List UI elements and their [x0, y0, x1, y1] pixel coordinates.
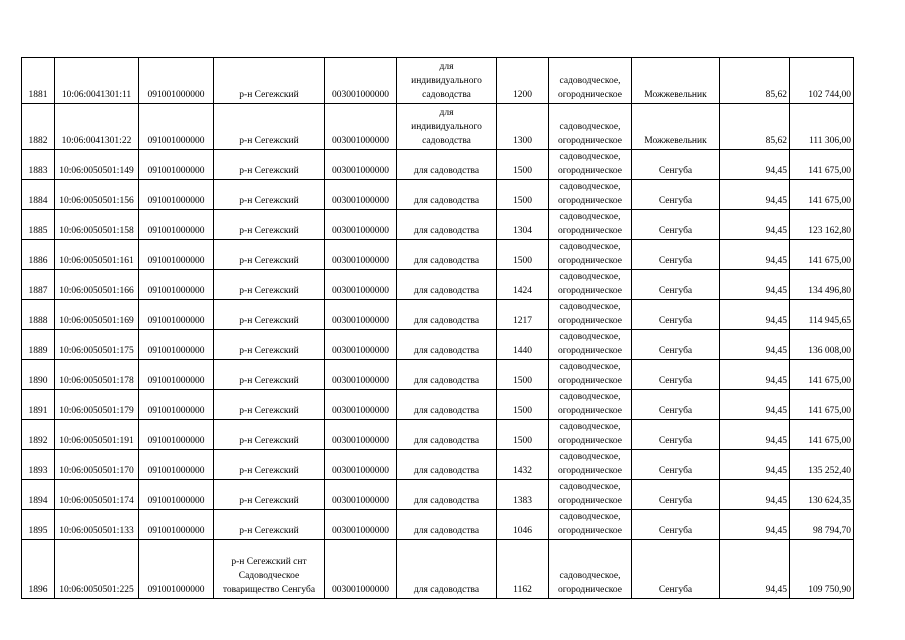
cell-category-line: садоводческое, — [559, 332, 621, 342]
cell-category-line: огородническое — [557, 526, 623, 536]
cell-cadastral-number: 10:06:0050501:133 — [55, 510, 139, 540]
cell-row-number: 1896 — [22, 540, 55, 599]
cell-category — [549, 330, 632, 360]
cell-cadastral-number: 10:06:0050501:175 — [55, 330, 139, 360]
cell-category-line: огородническое — [557, 136, 623, 146]
cell-cadastral-value: 141 675,00 — [790, 420, 854, 450]
cell-code-2: 003001000000 — [325, 58, 397, 104]
cell-district-line: товарищество Сенгуба — [222, 585, 316, 595]
cell-code-1: 091001000000 — [139, 240, 214, 270]
cell-cadastral-value: 130 624,35 — [790, 480, 854, 510]
cell-rate: 94,45 — [720, 300, 790, 330]
cell-district — [214, 210, 325, 240]
cell-cadastral-value: 141 675,00 — [790, 360, 854, 390]
cell-district-line: р-н Сегежский — [239, 466, 299, 476]
cell-code-1: 091001000000 — [139, 360, 214, 390]
cell-row-number: 1886 — [22, 240, 55, 270]
cell-cadastral-number: 10:06:0050501:174 — [55, 480, 139, 510]
cell-district-line: Садоводческое — [238, 571, 300, 581]
cell-code-1: 091001000000 — [139, 58, 214, 104]
table-row — [22, 480, 854, 510]
cell-code-2: 003001000000 — [325, 480, 397, 510]
cell-purpose-line: индивидуального — [411, 122, 482, 132]
table-row — [22, 330, 854, 360]
table-row — [22, 150, 854, 180]
cell-rate: 94,45 — [720, 390, 790, 420]
cell-category — [549, 510, 632, 540]
cell-place: Можжевельник — [632, 58, 720, 104]
cell-code-2: 003001000000 — [325, 240, 397, 270]
cell-category — [549, 210, 632, 240]
table-body — [22, 58, 854, 599]
cell-rate: 94,45 — [720, 330, 790, 360]
cell-category — [549, 58, 632, 104]
cell-category — [549, 240, 632, 270]
cell-code-1: 091001000000 — [139, 210, 214, 240]
cell-district-line: р-н Сегежский — [239, 406, 299, 416]
cell-code-2: 003001000000 — [325, 450, 397, 480]
cell-district — [214, 480, 325, 510]
cell-purpose-line: для садоводства — [413, 466, 480, 476]
cell-district — [214, 420, 325, 450]
cell-area: 1500 — [497, 420, 549, 450]
cell-rate: 94,45 — [720, 450, 790, 480]
cell-district — [214, 58, 325, 104]
cell-district-line: р-н Сегежский — [239, 496, 299, 506]
cell-code-1: 091001000000 — [139, 540, 214, 599]
cell-district-line: р-н Сегежский — [239, 90, 299, 100]
cell-cadastral-value: 123 162,80 — [790, 210, 854, 240]
cell-cadastral-value: 102 744,00 — [790, 58, 854, 104]
cell-cadastral-value: 141 675,00 — [790, 390, 854, 420]
table-row — [22, 300, 854, 330]
cell-purpose — [397, 210, 497, 240]
cell-purpose-line: для садоводства — [413, 526, 480, 536]
cell-cadastral-value: 109 750,90 — [790, 540, 854, 599]
cell-category-line: огородническое — [557, 226, 623, 236]
cell-place: Сенгуба — [632, 180, 720, 210]
cell-purpose — [397, 450, 497, 480]
cell-purpose-line: для садоводства — [413, 226, 480, 236]
cell-category-line: садоводческое, — [559, 512, 621, 522]
cell-district — [214, 104, 325, 150]
cell-category — [549, 390, 632, 420]
cell-cadastral-value: 98 794,70 — [790, 510, 854, 540]
cell-area: 1500 — [497, 390, 549, 420]
cell-cadastral-number: 10:06:0050501:149 — [55, 150, 139, 180]
cell-area: 1383 — [497, 480, 549, 510]
cell-district — [214, 450, 325, 480]
cell-row-number: 1889 — [22, 330, 55, 360]
cell-district — [214, 540, 325, 599]
cell-row-number: 1891 — [22, 390, 55, 420]
cell-category-line: огородническое — [557, 436, 623, 446]
cell-code-1: 091001000000 — [139, 330, 214, 360]
cell-category-line: садоводческое, — [559, 122, 621, 132]
cell-rate: 94,45 — [720, 510, 790, 540]
cell-row-number: 1887 — [22, 270, 55, 300]
cell-rate: 94,45 — [720, 150, 790, 180]
cell-purpose — [397, 360, 497, 390]
cell-code-2: 003001000000 — [325, 180, 397, 210]
cell-category — [549, 150, 632, 180]
cell-cadastral-number: 10:06:0050501:169 — [55, 300, 139, 330]
cell-category — [549, 180, 632, 210]
cell-cadastral-number: 10:06:0050501:161 — [55, 240, 139, 270]
table-row — [22, 450, 854, 480]
cell-area: 1424 — [497, 270, 549, 300]
cell-area: 1162 — [497, 540, 549, 599]
cell-district — [214, 270, 325, 300]
cell-cadastral-number: 10:06:0050501:178 — [55, 360, 139, 390]
cell-district-line: р-н Сегежский — [239, 376, 299, 386]
cell-code-1: 091001000000 — [139, 180, 214, 210]
cell-purpose-line: для садоводства — [413, 406, 480, 416]
cell-category-line: садоводческое, — [559, 452, 621, 462]
cell-row-number: 1881 — [22, 58, 55, 104]
cell-row-number: 1894 — [22, 480, 55, 510]
cell-district-line: р-н Сегежский — [239, 436, 299, 446]
cell-category — [549, 480, 632, 510]
cell-area: 1217 — [497, 300, 549, 330]
cell-code-2: 003001000000 — [325, 420, 397, 450]
cell-category-line: садоводческое, — [559, 571, 621, 581]
cell-category — [549, 270, 632, 300]
cell-place: Сенгуба — [632, 150, 720, 180]
cell-category-line: садоводческое, — [559, 272, 621, 282]
cell-cadastral-number: 10:06:0050501:179 — [55, 390, 139, 420]
cell-category — [549, 420, 632, 450]
cell-place: Сенгуба — [632, 480, 720, 510]
cell-purpose-line: садоводства — [422, 136, 471, 146]
cell-code-2: 003001000000 — [325, 540, 397, 599]
table-row — [22, 58, 854, 104]
table-row — [22, 180, 854, 210]
cell-district-line: р-н Сегежский — [239, 316, 299, 326]
cell-cadastral-number: 10:06:0050501:191 — [55, 420, 139, 450]
cell-district-line: р-н Сегежский — [239, 226, 299, 236]
cell-code-1: 091001000000 — [139, 270, 214, 300]
cell-rate: 85,62 — [720, 58, 790, 104]
cell-place: Сенгуба — [632, 330, 720, 360]
cell-cadastral-value: 136 008,00 — [790, 330, 854, 360]
cell-district-line: р-н Сегежский — [239, 526, 299, 536]
cell-district — [214, 510, 325, 540]
cell-code-1: 091001000000 — [139, 420, 214, 450]
cell-code-1: 091001000000 — [139, 104, 214, 150]
cell-district-line: р-н Сегежский — [239, 166, 299, 176]
table-row — [22, 270, 854, 300]
cell-purpose — [397, 330, 497, 360]
cell-code-1: 091001000000 — [139, 150, 214, 180]
cell-category-line: огородническое — [557, 406, 623, 416]
cell-cadastral-number: 10:06:0041301:11 — [55, 58, 139, 104]
cell-rate: 94,45 — [720, 540, 790, 599]
cell-cadastral-number: 10:06:0050501:225 — [55, 540, 139, 599]
table-row — [22, 510, 854, 540]
table-row — [22, 540, 854, 599]
cell-category-line: огородническое — [557, 346, 623, 356]
cell-cadastral-number: 10:06:0050501:170 — [55, 450, 139, 480]
cell-purpose-line: для садоводства — [413, 496, 480, 506]
cell-purpose — [397, 104, 497, 150]
table-row — [22, 104, 854, 150]
cell-category-line: огородническое — [557, 166, 623, 176]
cell-district — [214, 330, 325, 360]
cell-row-number: 1893 — [22, 450, 55, 480]
cell-code-2: 003001000000 — [325, 300, 397, 330]
cell-code-2: 003001000000 — [325, 360, 397, 390]
cell-cadastral-value: 134 496,80 — [790, 270, 854, 300]
cell-purpose-line: для садоводства — [413, 316, 480, 326]
cell-category — [549, 360, 632, 390]
cell-category-line: огородническое — [557, 286, 623, 296]
cell-code-2: 003001000000 — [325, 330, 397, 360]
cell-purpose-line: садоводства — [422, 90, 471, 100]
cell-area: 1500 — [497, 240, 549, 270]
cell-code-1: 091001000000 — [139, 480, 214, 510]
cell-code-1: 091001000000 — [139, 300, 214, 330]
cell-purpose — [397, 480, 497, 510]
cell-cadastral-value: 135 252,40 — [790, 450, 854, 480]
cell-place: Сенгуба — [632, 540, 720, 599]
cell-purpose-line: для садоводства — [413, 196, 480, 206]
cell-row-number: 1884 — [22, 180, 55, 210]
cell-purpose-line: для садоводства — [413, 166, 480, 176]
cell-category — [549, 104, 632, 150]
cell-district — [214, 150, 325, 180]
cell-place: Сенгуба — [632, 300, 720, 330]
cell-district-line: р-н Сегежский — [239, 136, 299, 146]
cell-cadastral-number: 10:06:0050501:156 — [55, 180, 139, 210]
cell-category-line: огородническое — [557, 256, 623, 266]
cell-purpose-line: для садоводства — [413, 286, 480, 296]
cell-purpose-line: для садоводства — [413, 436, 480, 446]
cell-district-line: р-н Сегежский — [239, 256, 299, 266]
cell-category-line: садоводческое, — [559, 482, 621, 492]
cell-area: 1304 — [497, 210, 549, 240]
land-registry-table — [21, 57, 854, 599]
cell-code-1: 091001000000 — [139, 450, 214, 480]
cell-category-line: садоводческое, — [559, 242, 621, 252]
cell-purpose — [397, 150, 497, 180]
cell-purpose — [397, 510, 497, 540]
cell-purpose — [397, 540, 497, 599]
cell-rate: 94,45 — [720, 240, 790, 270]
cell-code-2: 003001000000 — [325, 150, 397, 180]
cell-category-line: огородническое — [557, 316, 623, 326]
cell-category — [549, 450, 632, 480]
table-row — [22, 390, 854, 420]
cell-place: Сенгуба — [632, 360, 720, 390]
cell-area: 1500 — [497, 180, 549, 210]
cell-purpose — [397, 390, 497, 420]
cell-purpose-line: для — [439, 108, 454, 118]
cell-district — [214, 240, 325, 270]
cell-category-line: огородническое — [557, 90, 623, 100]
cell-district — [214, 390, 325, 420]
cell-category-line: садоводческое, — [559, 76, 621, 86]
cell-category-line: огородническое — [557, 376, 623, 386]
cell-category — [549, 540, 632, 599]
cell-category-line: огородническое — [557, 496, 623, 506]
cell-category — [549, 300, 632, 330]
cell-code-1: 091001000000 — [139, 390, 214, 420]
cell-purpose — [397, 270, 497, 300]
cell-rate: 94,45 — [720, 210, 790, 240]
cell-purpose-line: для садоводства — [413, 256, 480, 266]
cell-cadastral-value: 111 306,00 — [790, 104, 854, 150]
cell-row-number: 1883 — [22, 150, 55, 180]
cell-category-line: садоводческое, — [559, 362, 621, 372]
cell-place: Сенгуба — [632, 390, 720, 420]
cell-purpose — [397, 300, 497, 330]
cell-place: Сенгуба — [632, 420, 720, 450]
cell-purpose — [397, 420, 497, 450]
cell-code-2: 003001000000 — [325, 390, 397, 420]
cell-rate: 94,45 — [720, 420, 790, 450]
cell-row-number: 1888 — [22, 300, 55, 330]
cell-rate: 94,45 — [720, 180, 790, 210]
cell-purpose-line: для — [439, 62, 454, 72]
cell-row-number: 1890 — [22, 360, 55, 390]
cell-area: 1500 — [497, 360, 549, 390]
table-row — [22, 240, 854, 270]
cell-place: Сенгуба — [632, 450, 720, 480]
cell-category-line: огородническое — [557, 585, 623, 595]
cell-category-line: садоводческое, — [559, 422, 621, 432]
cell-district — [214, 300, 325, 330]
cell-place: Сенгуба — [632, 270, 720, 300]
cell-row-number: 1882 — [22, 104, 55, 150]
cell-district — [214, 360, 325, 390]
table-row — [22, 360, 854, 390]
cell-rate: 94,45 — [720, 480, 790, 510]
cell-cadastral-number: 10:06:0050501:166 — [55, 270, 139, 300]
cell-cadastral-value: 114 945,65 — [790, 300, 854, 330]
cell-code-2: 003001000000 — [325, 210, 397, 240]
cell-category-line: огородническое — [557, 466, 623, 476]
cell-place: Сенгуба — [632, 240, 720, 270]
cell-purpose-line: для садоводства — [413, 376, 480, 386]
cell-purpose-line: индивидуального — [411, 76, 482, 86]
cell-code-1: 091001000000 — [139, 510, 214, 540]
cell-cadastral-number: 10:06:0050501:158 — [55, 210, 139, 240]
cell-category-line: садоводческое, — [559, 392, 621, 402]
cell-place: Можжевельник — [632, 104, 720, 150]
cell-purpose-line: для садоводства — [413, 346, 480, 356]
cell-cadastral-value: 141 675,00 — [790, 240, 854, 270]
cell-area: 1440 — [497, 330, 549, 360]
cell-category-line: садоводческое, — [559, 302, 621, 312]
cell-cadastral-value: 141 675,00 — [790, 150, 854, 180]
cell-cadastral-value: 141 675,00 — [790, 180, 854, 210]
cell-code-2: 003001000000 — [325, 510, 397, 540]
table-row — [22, 420, 854, 450]
cell-area: 1500 — [497, 150, 549, 180]
cell-district-line: р-н Сегежский — [239, 196, 299, 206]
cell-area: 1200 — [497, 58, 549, 104]
cell-area: 1300 — [497, 104, 549, 150]
cell-purpose — [397, 240, 497, 270]
cell-code-2: 003001000000 — [325, 270, 397, 300]
cell-district-line: р-н Сегежский — [239, 286, 299, 296]
cell-rate: 94,45 — [720, 360, 790, 390]
cell-code-2: 003001000000 — [325, 104, 397, 150]
cell-district-line: р-н Сегежский — [239, 346, 299, 356]
cell-district-line: р-н Сегежский снт — [231, 557, 307, 567]
cell-place: Сенгуба — [632, 510, 720, 540]
table-row — [22, 210, 854, 240]
cell-area: 1432 — [497, 450, 549, 480]
cell-category-line: садоводческое, — [559, 212, 621, 222]
cell-area: 1046 — [497, 510, 549, 540]
cell-purpose-line: для садоводства — [413, 585, 480, 595]
cell-rate: 85,62 — [720, 104, 790, 150]
cell-purpose — [397, 58, 497, 104]
cell-rate: 94,45 — [720, 270, 790, 300]
cell-row-number: 1885 — [22, 210, 55, 240]
cell-cadastral-number: 10:06:0041301:22 — [55, 104, 139, 150]
cell-category-line: огородническое — [557, 196, 623, 206]
cell-category-line: садоводческое, — [559, 152, 621, 162]
cell-purpose — [397, 180, 497, 210]
cell-district — [214, 180, 325, 210]
cell-place: Сенгуба — [632, 210, 720, 240]
cell-category-line: садоводческое, — [559, 182, 621, 192]
cell-row-number: 1895 — [22, 510, 55, 540]
cell-row-number: 1892 — [22, 420, 55, 450]
